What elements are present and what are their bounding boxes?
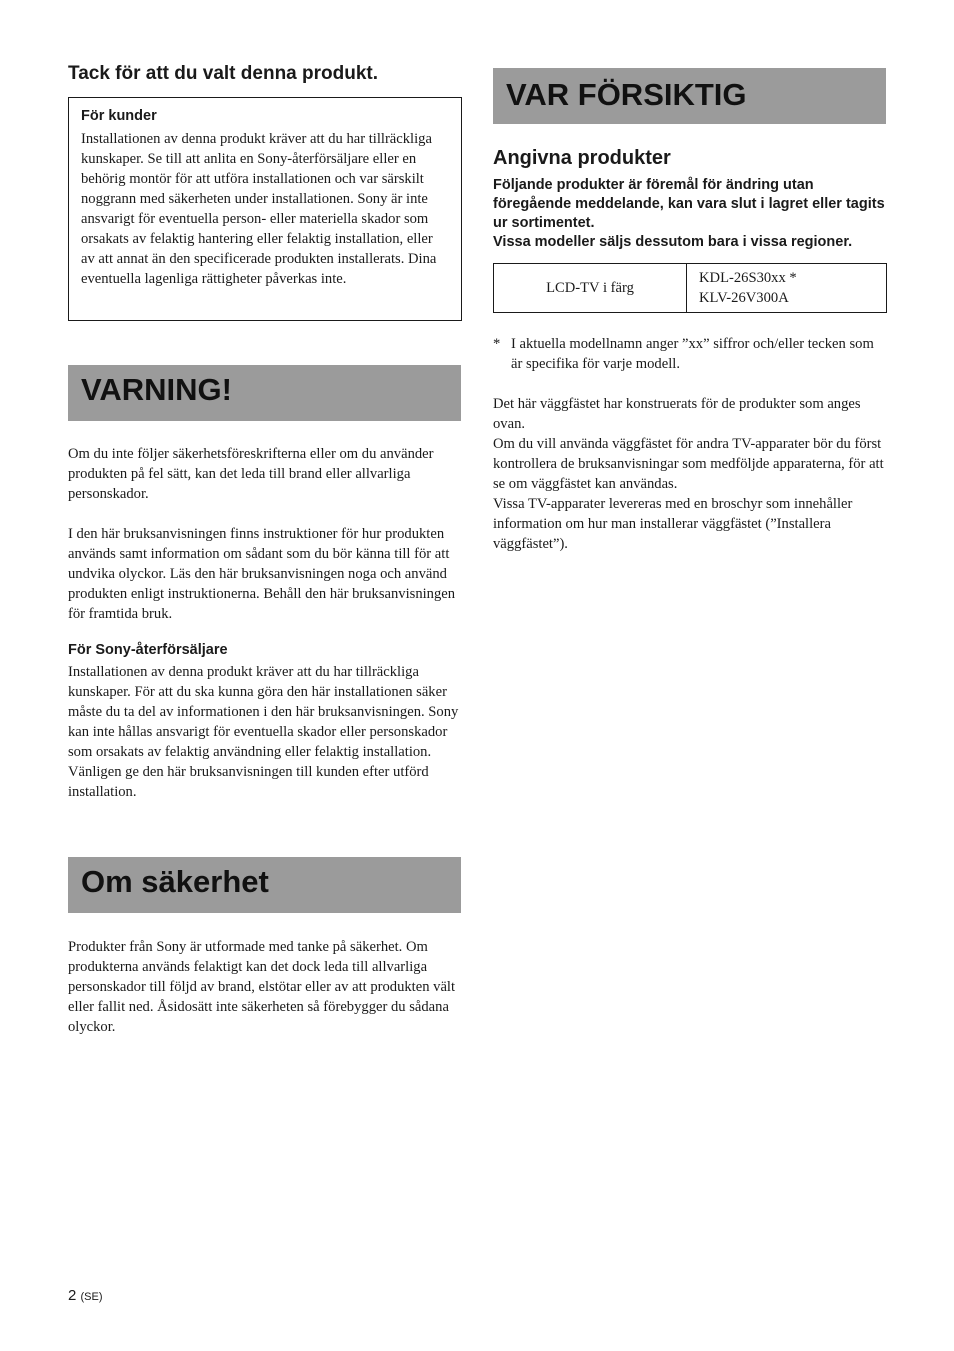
safety-text: Produkter från Sony är utformade med tanke på säkerhet. Om produkterna används felaktigt kan det dock leda till allvarliga personskador till följd av brand, elstötar eller av att produkten vält eller fallit ned. Åsidosätt inte säkerheten så förebygger du sådana olyckor. xyxy=(68,939,456,1035)
product-models-cell xyxy=(687,264,887,313)
safety-banner xyxy=(68,857,461,913)
caution-title: VAR FÖRSIKTIG xyxy=(506,77,747,112)
customer-notice-text: Installationen av denna produkt kräver att du har tillräckliga kunskaper. Se till att anlita en Sony-återförsäljare eller en behörig montör för att utföra installationen och var särskilt noggrann med säkerheten under installationen. Sony är inte ansvarigt för eventuella person- eller materiella skador som orsakats av felaktig hantering eller felaktig installation, eller av att annat än den specificerade produkten installerats. Dina eventuella lagenliga rättigheter påverkas inte. xyxy=(81,131,437,287)
mount-paragraph-1: Det här väggfästet har konstruerats för de produkter som anges ovan. xyxy=(493,396,861,432)
page-number-value: 2 xyxy=(68,1287,77,1304)
footnote xyxy=(493,334,887,374)
footnote-text: I aktuella modellnamn anger ”xx” siffror och/eller tecken som är specifika för varje modell. xyxy=(511,336,874,372)
page-number xyxy=(68,1287,103,1304)
mount-paragraph-2: Om du vill använda väggfästet för andra TV-apparater bör du först kontrollera de bruksanvisningar som medföljde apparaterna, för att se om väggfästet kan användas. xyxy=(493,436,884,492)
caution-banner xyxy=(493,68,886,124)
product-type-cell: LCD-TV i färg xyxy=(494,264,687,313)
products-section xyxy=(493,147,887,252)
products-table xyxy=(493,263,887,313)
mount-paragraph-3: Vissa TV-apparater levereras med en broschyr som innehåller information om hur man installerar väggfästet (”Installera väggfästet”). xyxy=(493,496,853,552)
customer-notice-box xyxy=(68,97,462,321)
dealer-heading: För Sony-återförsäljare xyxy=(68,642,228,658)
model-name: KLV-26V300A xyxy=(699,290,789,306)
warning-banner xyxy=(68,365,461,421)
warning-section xyxy=(68,444,463,802)
safety-section xyxy=(68,937,463,1037)
warning-paragraph-2: I den här bruksanvisningen finns instruktioner för hur produkten används samt information om sådant som du bör känna till för att undvika olyckor. Läs den här bruksanvisningen noga och använd produkten enligt instruktionerna. Behåll den här bruksanvisningen för framtida bruk. xyxy=(68,526,456,622)
footnote-mark: * xyxy=(493,336,501,352)
customer-heading: För kunder xyxy=(81,108,157,124)
regions-notice: Vissa modeller säljs dessutom bara i vissa regioner. xyxy=(493,234,853,250)
dealer-text: Installationen av denna produkt kräver att du har tillräckliga kunskaper. För att du ska kunna göra den här installationen säker måste du ta del av informationen i den här bruksanvisningen. Sony kan inte hållas ansvarigt för eventuella skador eller personskador som orsakats av felaktig användning eller felaktig installation. Vänligen ge den här bruksanvisningen till kunden efter utförd installation. xyxy=(68,664,459,800)
table-row xyxy=(494,264,887,313)
warning-title: VARNING! xyxy=(81,372,232,407)
language-code: (SE) xyxy=(80,1291,103,1303)
intro-title: Tack för att du valt denna produkt. xyxy=(68,63,379,84)
caution-body xyxy=(493,334,887,554)
model-name: KDL-26S30xx * xyxy=(699,270,797,286)
safety-title: Om säkerhet xyxy=(81,864,269,899)
warning-paragraph-1: Om du inte följer säkerhetsföreskrifterna eller om du använder produkten på fel sätt, kan det leda till brand eller allvarliga personskador. xyxy=(68,446,434,502)
products-heading: Angivna produkter xyxy=(493,147,671,169)
products-notice: Följande produkter är föremål för ändring utan föregående meddelande, kan vara slut i lagret eller tagits ur sortimentet. xyxy=(493,177,885,231)
